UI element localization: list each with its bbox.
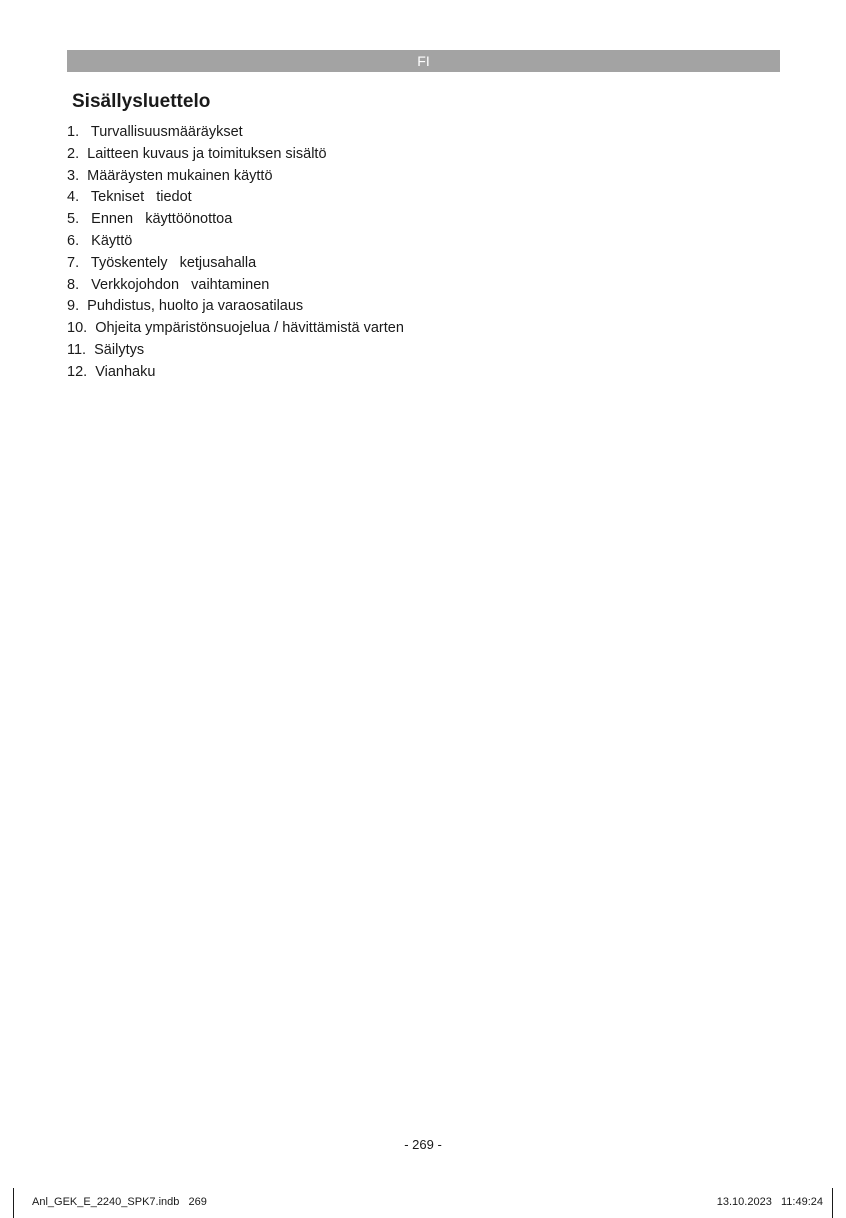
toc-item-safety: 1. Turvallisuusmääräykset: [67, 124, 243, 140]
toc-item-operation: 6. Käyttö: [67, 232, 133, 249]
language-bar: [67, 50, 780, 72]
toc-item-cleaning: 9. Puhdistus, huolto ja varaosatilaus: [67, 298, 304, 315]
footer-rule-left: [13, 1188, 14, 1218]
footer-timestamp: 13.10.2023 11:49:24: [716, 1196, 823, 1208]
footer-file-info: Anl_GEK_E_2240_SPK7.indb 269: [32, 1196, 207, 1208]
page-number: - 269 -: [404, 1137, 442, 1152]
toc-item-technical-data: 4. Tekniset tiedot: [67, 189, 192, 206]
toc-item-disposal: 10. Ohjeita ympäristönsuojelua / hävittämistä varten: [67, 320, 404, 337]
toc-item-storage: 11. Säilytys: [67, 341, 145, 358]
toc-item-description: 2. Laitteen kuvaus ja toimituksen sisältö: [67, 145, 327, 162]
toc-title: Sisällysluettelo: [72, 91, 211, 112]
toc-item-cable-replacement: 8. Verkkojohdon vaihtaminen: [67, 276, 270, 293]
language-code: FI: [417, 53, 430, 69]
toc-item-before-use: 5. Ennen käyttöönottoa: [67, 211, 233, 228]
toc-item-working-with-saw: 7. Työskentely ketjusahalla: [67, 254, 257, 271]
toc-list: [67, 122, 404, 384]
footer-rule-right: [832, 1188, 833, 1218]
toc-item-intended-use: 3. Määräysten mukainen käyttö: [67, 167, 273, 184]
toc-item-troubleshooting: 12. Vianhaku: [67, 363, 156, 380]
